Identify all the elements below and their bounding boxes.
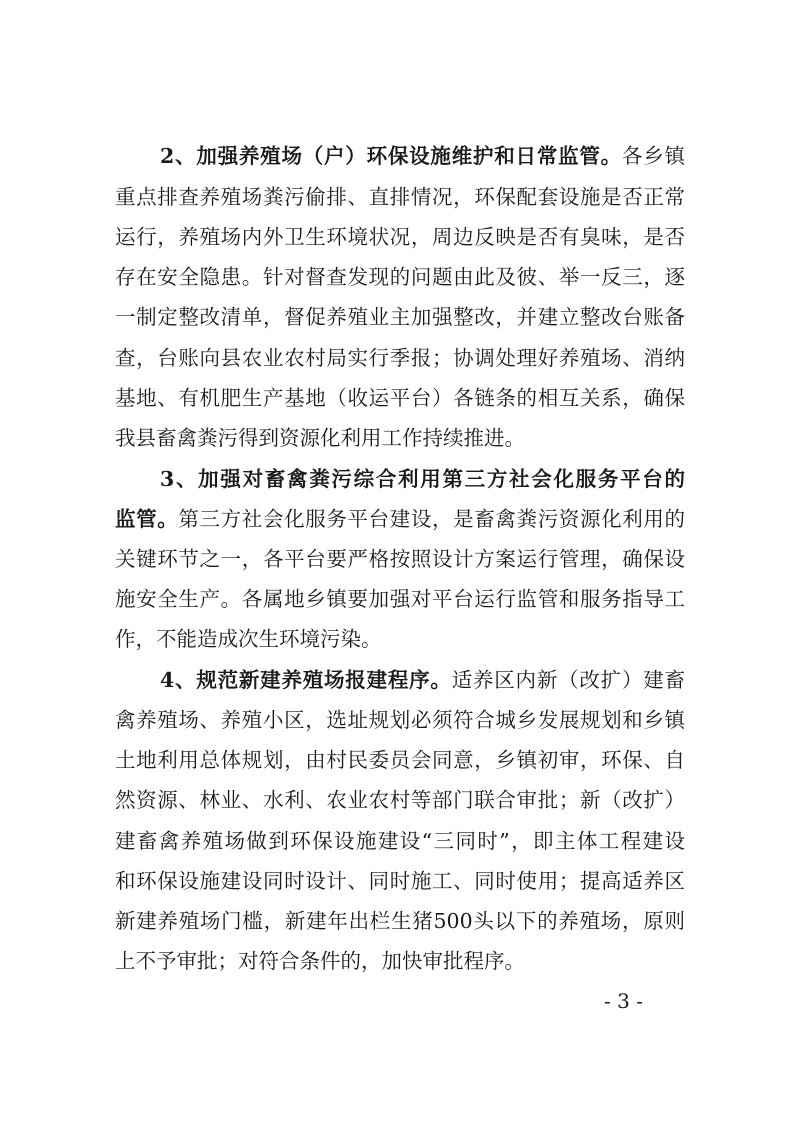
paragraph-3-line-5: 建畜禽养殖场做到环保设施建设“三同时”，即主体工程建设 <box>115 829 685 853</box>
paragraph-3-line-1 <box>160 664 685 696</box>
paragraph-3-line-8: 上不予审批；对符合条件的，加快审批程序。 <box>115 949 525 973</box>
paragraph-3-line-3: 土地利用总体规划，由村民委员会同意，乡镇初审，环保、自 <box>115 748 685 772</box>
paragraph-1-line-2: 重点排查养殖场粪污偷排、直排情况，环保配套设施是否正常 <box>115 185 685 209</box>
paragraph-3-line-2: 禽养殖场、养殖小区，选址规划必须符合城乡发展规划和乡镇 <box>115 708 685 732</box>
paragraph-1-line-6: 查，台账向县农业农村局实行季报；协调处理好养殖场、消纳 <box>115 346 685 370</box>
paragraph-2-line-1 <box>160 463 685 495</box>
paragraph-1-text: 各乡镇 <box>621 144 685 168</box>
paragraph-3-heading: 4、规范新建养殖场报建程序。 <box>160 668 452 692</box>
paragraph-2-text: 第三方社会化服务平台建设，是畜禽粪污资源化利用的 <box>178 507 685 531</box>
paragraph-1-heading: 2、加强养殖场（户）环保设施维护和日常监管。 <box>160 144 622 168</box>
paragraph-1-line-4: 存在安全隐患。针对督查发现的问题由此及彼、举一反三，逐 <box>115 265 685 289</box>
paragraph-3-line-7: 新建养殖场门槛，新建年出栏生猪500头以下的养殖场，原则 <box>115 909 685 933</box>
paragraph-3-line-6: 和环保设施建设同时设计、同时施工、同时使用；提高适养区 <box>115 869 685 893</box>
paragraph-2-heading: 3、加强对畜禽粪污综合利用第三方社会化服务平台的 <box>160 467 685 491</box>
paragraph-2-line-5: 作，不能造成次生环境污染。 <box>115 627 382 651</box>
paragraph-1-line-8: 我县畜禽粪污得到资源化利用工作持续推进。 <box>115 426 525 450</box>
paragraph-2-line-3: 关键环节之一，各平台要严格按照设计方案运行管理，确保设 <box>115 547 685 571</box>
paragraph-3-text: 适养区内新（改扩）建畜 <box>451 668 685 692</box>
paragraph-2-heading-continued: 监管。 <box>115 507 179 531</box>
paragraph-1-line-5: 一制定整改清单，督促养殖业主加强整改，并建立整改台账备 <box>115 305 685 329</box>
paragraph-1-line-1 <box>160 140 685 172</box>
paragraph-2-line-4: 施安全生产。各属地乡镇要加强对平台运行监管和服务指导工 <box>115 587 685 611</box>
paragraph-1-line-7: 基地、有机肥生产基地（收运平台）各链条的相互关系，确保 <box>115 386 685 410</box>
paragraph-3-line-4: 然资源、林业、水利、农业农村等部门联合审批；新（改扩） <box>115 788 685 812</box>
page-number: - 3 - <box>604 989 643 1013</box>
paragraph-1-line-3: 运行，养殖场内外卫生环境状况，周边反映是否有臭味，是否 <box>115 225 685 249</box>
paragraph-2-line-2 <box>115 503 685 535</box>
